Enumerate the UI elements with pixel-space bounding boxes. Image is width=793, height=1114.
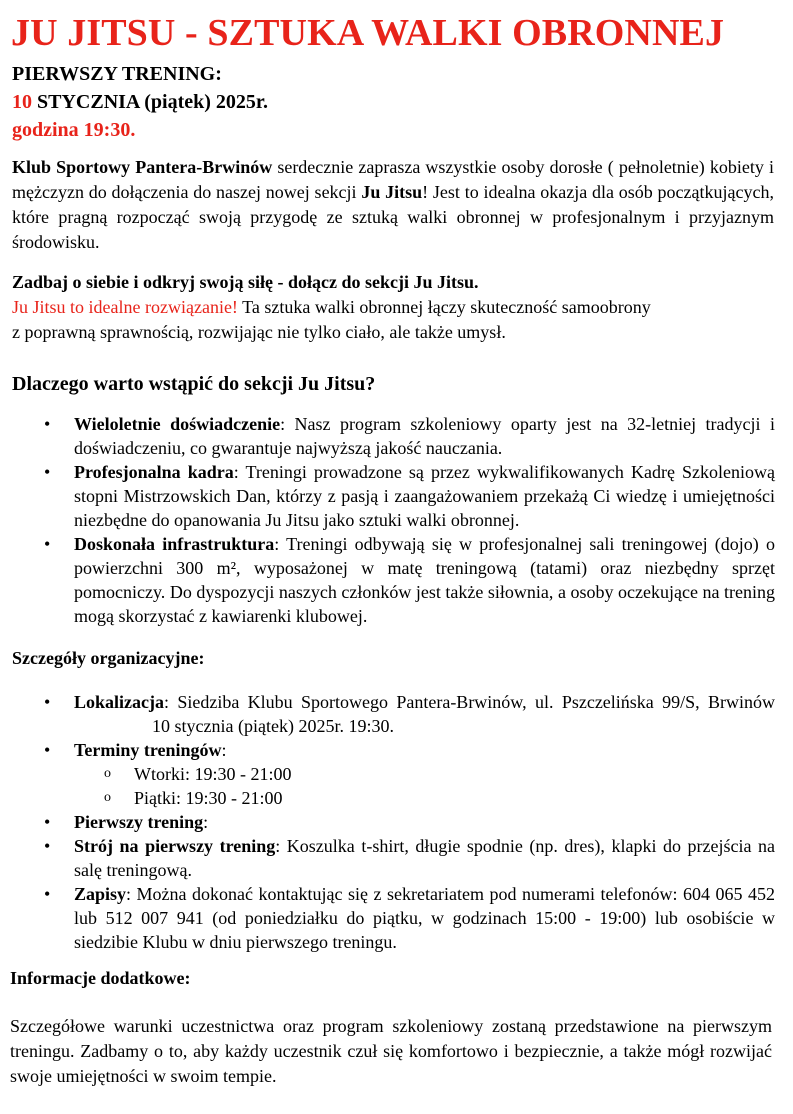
list-item	[0, 412, 775, 460]
schedule-text: Wtorki: 19:30 - 21:00	[134, 764, 292, 784]
bullet-icon: •	[44, 462, 51, 482]
item-term: Doskonała infrastruktura	[74, 534, 275, 554]
list-item-signup	[0, 882, 775, 954]
call-red-text: Ju Jitsu to idealne rozwiązanie!	[12, 297, 238, 317]
extra-paragraph: Szczegółowe warunki uczestnictwa oraz program szkoleniowy zostaną przedstawione na pierwszym treningu. Zadbamy o to, aby każdy uczestnik czuł się komfortowo i bezpiecznie, a także mógł rozwijać swoje umiejętności w swoim tempie.	[10, 1016, 772, 1086]
page-title: JU JITSU - SZTUKA WALKI OBRONNEJ	[11, 12, 725, 54]
schedule-item	[74, 786, 775, 810]
first-training-date	[12, 88, 268, 116]
bullet-icon: •	[44, 884, 51, 904]
details-list	[0, 690, 775, 954]
item-text: : Treningi prowadzone są przez wykwalifikowanych Kadrę Szkoleniową stopni Mistrzowskich Dan, którzy z pasją i zaangażowaniem przekażą Ci wiedzę i umiejętności niezbędne do opanowania Ju Jitsu jako sztuki walki obronnej.	[74, 462, 775, 530]
ju-jitsu-name: Ju Jitsu	[361, 182, 423, 202]
date-day: 10	[12, 91, 32, 113]
colon: :	[203, 812, 209, 832]
circle-bullet-icon: o	[104, 766, 111, 781]
list-item	[0, 532, 775, 628]
item-term: Strój na pierwszy trening	[74, 836, 276, 856]
item-term: Wieloletnie doświadczenie	[74, 414, 281, 434]
location-date: 10 stycznia (piątek) 2025r. 19:30.	[152, 716, 394, 736]
list-item-first-training	[0, 810, 775, 834]
schedule-text: Piątki: 19:30 - 21:00	[134, 788, 283, 808]
first-training-label: PIERWSZY TRENING:	[12, 63, 222, 85]
club-name: Klub Sportowy Pantera-Brwinów	[12, 157, 273, 177]
item-term: Zapisy	[74, 884, 127, 904]
date-rest: STYCZNIA (piątek) 2025r.	[32, 91, 268, 113]
colon: :	[221, 740, 227, 760]
why-heading	[12, 370, 375, 398]
item-text: : Treningi odbywają się w profesjonalnej sali treningowej (dojo) o powierzchni 300 m², wyposażonej w matę treningową (tatami) oraz niezbędny sprzęt pomocniczy. Do dyspozycji naszych członków jest także siłownia, a osoby oczekujące na trening mogą skorzystać z kawiarenki klubowej.	[74, 534, 775, 626]
why-heading-text: Dlaczego warto wstąpić do sekcji Ju Jitsu?	[12, 373, 376, 395]
first-training-hour: godzina 19:30.	[12, 119, 136, 141]
schedule-item	[74, 762, 775, 786]
list-item-location	[0, 690, 775, 738]
item-term: Profesjonalna kadra	[74, 462, 234, 482]
details-heading: Szczegóły organizacyjne:	[12, 648, 205, 668]
why-list	[0, 412, 775, 628]
list-item	[0, 460, 775, 532]
list-item-outfit	[0, 834, 775, 882]
circle-bullet-icon: o	[104, 790, 111, 805]
item-term: Terminy treningów	[74, 740, 222, 760]
extra-heading: Informacje dodatkowe:	[10, 968, 191, 988]
bullet-icon: •	[44, 534, 51, 554]
bullet-icon: •	[44, 414, 51, 434]
item-text: : Można dokonać kontaktując się z sekretariatem pod numerami telefonów: 604 065 452 lub 512 007 941 (od poniedziałku do piątku, w godzinach 15:00 - 19:00) lub osobiście w siedzibie Klubu w dniu pierwszego treningu.	[74, 884, 775, 952]
schedule-sublist	[74, 762, 775, 810]
call-to-action	[12, 270, 774, 345]
item-text: : Nasz program szkoleniowy oparty jest na 32-letniej tradycji i doświadczeniu, co gwarantuje najwyższą jakość nauczania.	[74, 414, 775, 458]
bullet-icon: •	[44, 836, 51, 856]
bullet-icon: •	[44, 692, 51, 712]
call-headline: Zadbaj o siebie i odkryj swoją siłę - dołącz do sekcji Ju Jitsu.	[12, 272, 479, 292]
item-text: : Siedziba Klubu Sportowego Pantera-Brwinów, ul. Pszczelińska 99/S, Brwinów	[164, 692, 775, 712]
intro-text-2: ! Jest to idealna okazja dla osób początkujących, które pragną rozpocząć swoją przygodę ze sztuką walki obronnej w profesjonalnym i przyjaznym środowisku.	[12, 182, 774, 252]
intro-paragraph	[12, 155, 774, 255]
item-text: : Koszulka t-shirt, długie spodnie (np. dres), klapki do przejścia na salę treningową.	[74, 836, 775, 880]
list-item-schedule	[0, 738, 775, 810]
bullet-icon: •	[44, 812, 51, 832]
item-term: Pierwszy trening	[74, 812, 204, 832]
call-text-1: Ta sztuka walki obronnej łączy skuteczność samoobrony	[237, 297, 651, 317]
call-text-2: z poprawną sprawnością, rozwijając nie tylko ciało, ale także umysł.	[12, 322, 506, 342]
intro-text-1: serdecznie zaprasza wszystkie osoby dorosłe ( pełnoletnie) kobiety i mężczyzn do dołączenia do naszej nowej sekcji	[12, 157, 774, 202]
item-term: Lokalizacja	[74, 692, 164, 712]
bullet-icon: •	[44, 740, 51, 760]
